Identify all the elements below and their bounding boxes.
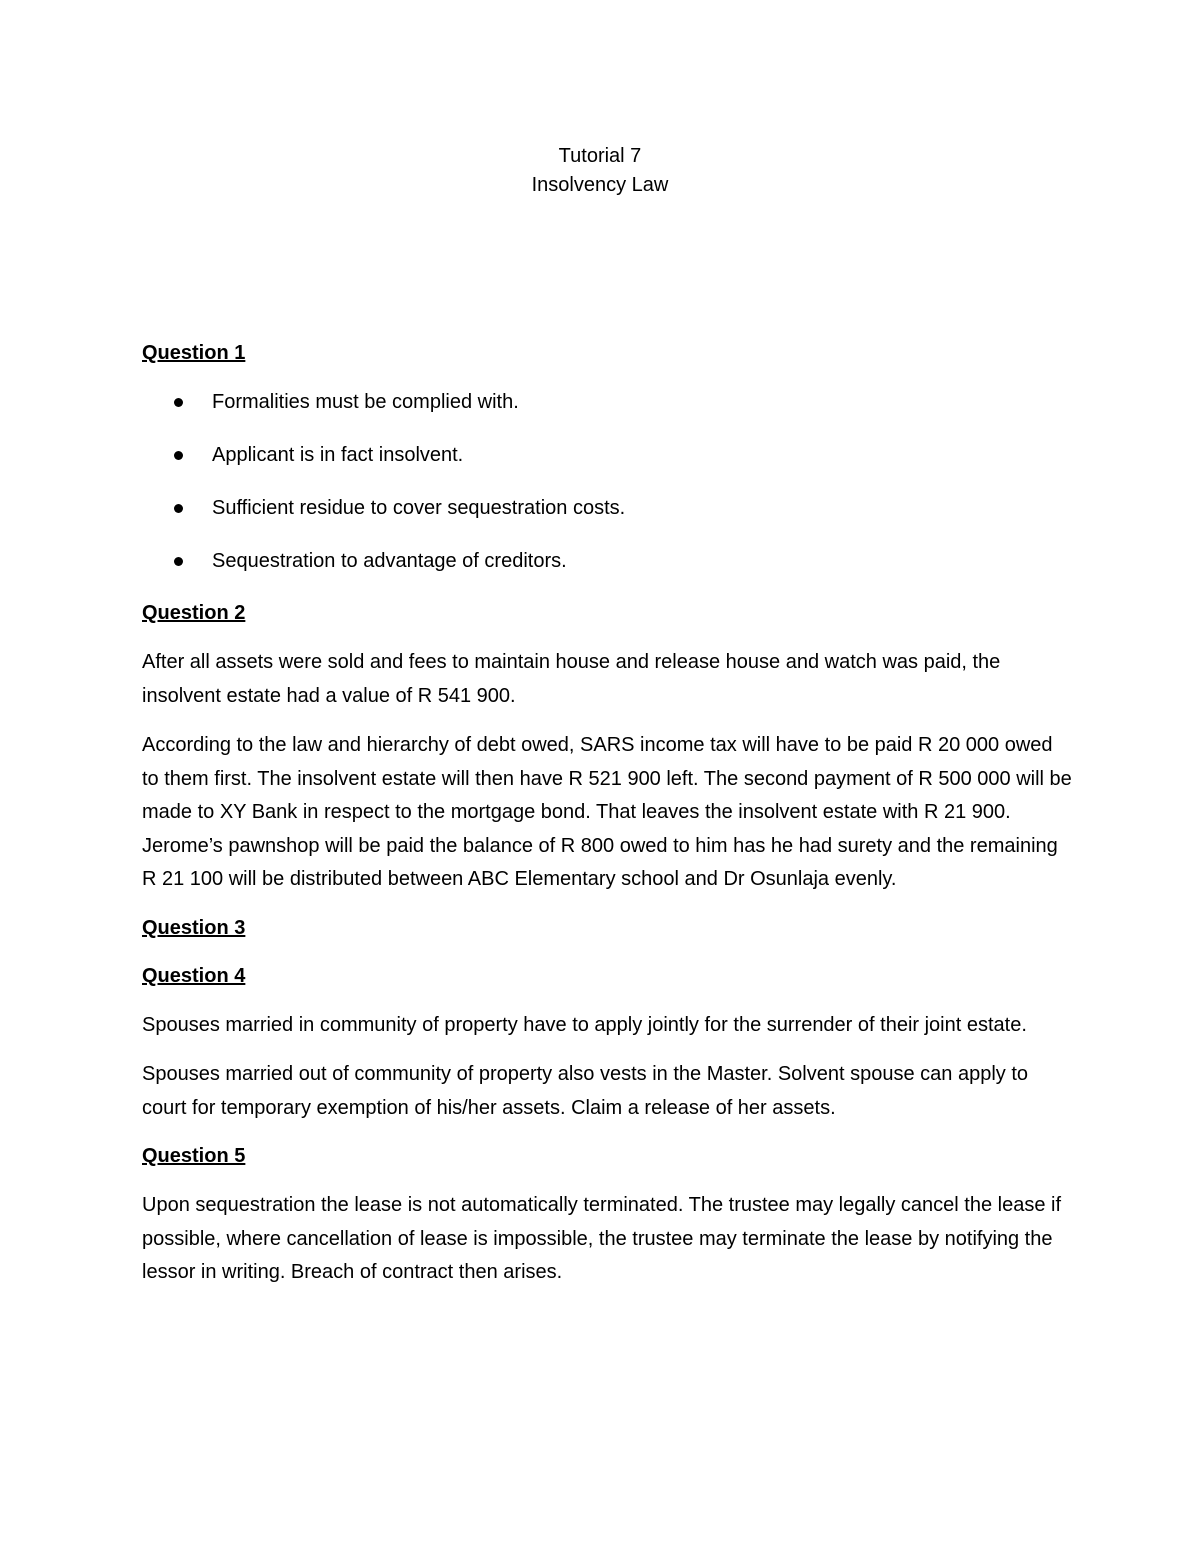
question-5-heading: Question 5 [142,1145,246,1167]
question-1-bullet-list [142,386,1072,578]
bullet-text: Applicant is in fact insolvent. [212,444,464,466]
list-item [142,386,1072,419]
bullet-icon [174,504,183,513]
question-2-paragraph: According to the law and hierarchy of debt owed, SARS income tax will have to be paid R 20 000 owed to them first. The insolvent estate will then have R 521 900 left. The second payment of R 500 000 will be made to XY Bank in respect to the mortgage bond. That leaves the insolvent estate with R 21 900. Jerome’s pawnshop will be paid the balance of R 800 owed to him has he had surety and the remaining R 21 100 will be distributed between ABC Elementary school and Dr Osunlaja evenly. [142,734,1072,890]
bullet-icon [174,398,183,407]
title-block [0,142,1200,200]
bullet-text: Formalities must be complied with. [212,391,519,413]
question-2-heading: Question 2 [142,602,246,624]
bullet-icon [174,557,183,566]
list-item [142,545,1072,578]
question-2-paragraph: After all assets were sold and fees to maintain house and release house and watch was paid, the insolvent estate had a value of R 541 900. [142,651,1001,707]
question-4-paragraph: Spouses married out of community of property also vests in the Master. Solvent spouse can apply to court for temporary exemption of his/her assets. Claim a release of her assets. [142,1063,1029,1119]
document-title: Tutorial 7 [558,145,642,167]
bullet-text: Sufficient residue to cover sequestration costs. [212,497,626,519]
question-4-paragraph: Spouses married in community of property have to apply jointly for the surrender of their joint estate. [142,1013,1027,1036]
list-item [142,439,1072,472]
list-item [142,492,1072,525]
bullet-text: Sequestration to advantage of creditors. [212,550,567,572]
document-subtitle: Insolvency Law [531,174,669,196]
question-1-heading: Question 1 [142,342,246,364]
question-4-heading: Question 4 [142,964,246,987]
bullet-icon [174,451,183,460]
question-3-heading: Question 3 [142,916,246,939]
question-5-paragraph: Upon sequestration the lease is not automatically terminated. The trustee may legally cancel the lease if possible, where cancellation of lease is impossible, the trustee may terminate the lease by notifying the lessor in writing. Breach of contract then arises. [142,1194,1062,1283]
document-body [142,338,1072,1306]
